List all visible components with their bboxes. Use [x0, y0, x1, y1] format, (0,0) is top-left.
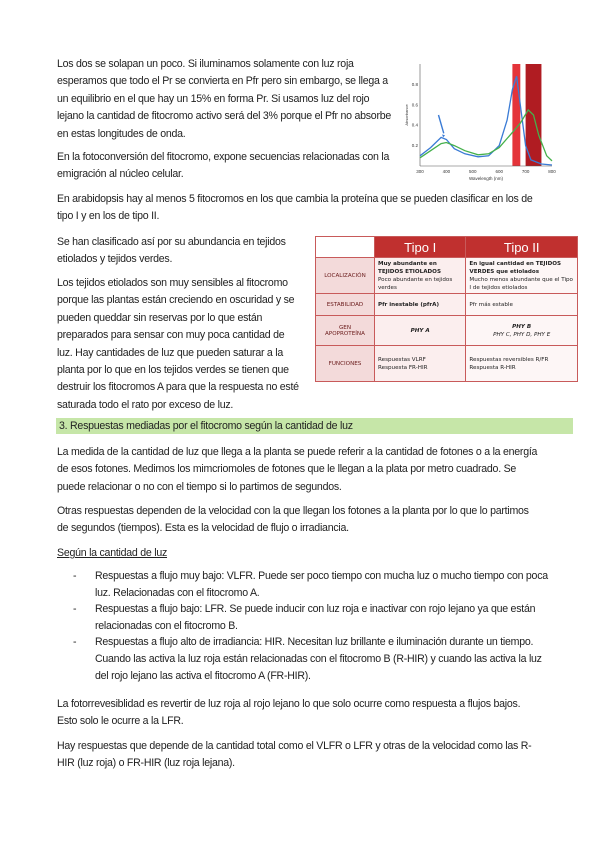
cell-text: PHY A: [410, 327, 430, 334]
list-item: [57, 568, 552, 601]
x-tick-label: 400: [442, 169, 451, 174]
x-tick-label: 800: [548, 169, 556, 174]
cell-estabilidad-tipo-ii: [466, 294, 578, 316]
paragraph-cantidad-velocidad: Hay respuestas que depende de la cantidad total como el VLFR o LFR y otras de la velocidad como las R-HIR (luz roja) o FR-HIR (luz roja lejana).: [57, 740, 532, 770]
paragraph-medida-luz: La medida de la cantidad de luz que llega a la planta se puede referir a la cantidad de fotones o a la energía de esos fotones. Medimos los mimcriomoles de fotones que le llegan a la plata por metro cuadrado. Se puede relacionar o no con el tiempo si lo partimos de segundos.: [57, 446, 538, 493]
bullet-marker: -: [73, 603, 77, 616]
y-tick-label: 0.4: [411, 122, 418, 128]
bullet-marker: -: [73, 636, 77, 649]
y-tick-label: 0.2: [411, 143, 418, 149]
cell-text: PHY B: [512, 323, 532, 330]
cell-gen-tipo-i: [375, 316, 466, 346]
cell-text: Respuesta R-HIR: [469, 364, 516, 371]
cell-text: Respuestas VLRF: [378, 356, 426, 363]
row-label-gen-apoproteina: GEN APOPROTEÍNA: [316, 316, 375, 346]
responses-list: [57, 568, 552, 684]
bullet-marker: -: [73, 570, 77, 582]
cell-text: En igual cantidad en TEJIDOS VERDES que etiolados: [469, 260, 562, 275]
paragraph-tejidos-etiolados: Los tejidos etiolados son muy sensibles al fitocromo porque las plantas están creciendo en oscuridad y se pueden queddar sin reservas por lo que están preparados para sensar con muy poca cantidad de luz. Hay cantidades de luz que pueden saturar a la planta por lo que en los tejidos verdes se tienen que destruir los fitocromos A para que la respuesta no esté saturada todo el rato por exceso de luz.: [57, 277, 299, 411]
x-tick-label: 600: [495, 169, 503, 174]
row-label-localizacion: LOCALIZACIÓN: [316, 258, 375, 294]
paragraph-velocidad-flujo: Otras respuestas dependen de la velocidad con la que llegan los fotones a la planta por lo que lo partimos de segundos (tiempos). Esta es la velocidad de flujo o irradiancia.: [57, 505, 529, 535]
cell-text: Respuesta FR-HIR: [378, 364, 428, 371]
cell-funciones-tipo-ii: [466, 346, 578, 382]
x-tick-label: 700: [521, 169, 530, 174]
table-header-tipo-ii: Tipo II: [466, 237, 578, 258]
table-header-tipo-i: Tipo I: [375, 237, 466, 258]
y-tick-label: 0.6: [411, 102, 418, 108]
list-item: [57, 601, 552, 634]
cell-text: Poco abundante en tejidos verdes: [378, 276, 453, 291]
cell-gen-tipo-ii: [466, 316, 578, 346]
y-axis-label: Absorbance: [404, 104, 409, 126]
phytochrome-types-table: [315, 236, 578, 382]
list-item-text: Respuestas a flujo alto de irradiancia: HIR. Necesitan luz brillante e iluminación durante un tiempo. Cuando las activa la luz roja están relacionadas con el fitocromo B (R-HIR) y cuando las activa la luz del rojo lejano las activa el fitocromo A (FR-HIR).: [95, 636, 542, 682]
cell-localizacion-tipo-i: [375, 258, 466, 294]
cell-text: PHY C, PHY D, PHY E: [493, 331, 551, 338]
subheading-cantidad-luz: Según la cantidad de luz: [57, 547, 168, 559]
absorbance-spectrum-chart: [402, 60, 559, 182]
row-label-funciones: FUNCIONES: [316, 346, 375, 382]
paragraph-fotoconversion: En la fotoconversión del fitocromo, expone secuencias relacionadas con la emigración al núcleo celular.: [57, 151, 390, 181]
list-item: [57, 634, 552, 684]
cell-funciones-tipo-i: [375, 346, 466, 382]
paragraph-clasificacion: Se han clasificado así por su abundancia en tejidos etiolados y tejidos verdes.: [57, 236, 286, 266]
list-item-text: Respuestas a flujo muy bajo: VLFR. Puede ser poco tiempo con mucha luz o mucho tiempo con poca luz. Relacionadas con el fitocromo A.: [95, 570, 548, 599]
x-tick-label: 300: [416, 169, 424, 174]
list-item-text: Respuestas a flujo bajo: LFR. Se puede inducir con luz roja e inactivar con rojo lejano ya que están relacionadas con el fitocromo B.: [95, 603, 536, 632]
cell-localizacion-tipo-ii: [466, 258, 578, 294]
section-heading: 3. Respuestas mediadas por el fitocromo según la cantidad de luz: [56, 418, 573, 434]
cell-text: Mucho menos abundante que el Tipo I de tejidos etiolados: [469, 276, 573, 291]
table-corner: [316, 237, 375, 258]
paragraph-arabidopsis: En arabidopsis hay al menos 5 fitocromos en los que cambia la proteína que se pueden clasificar en los de tipo I y en los de tipo II.: [57, 193, 533, 223]
paragraph-fotorreversibilidad: La fotorrevesiblidad es revertir de luz roja al rojo lejano lo que solo ocurre como respuesta a flujos bajos. Esto solo le ocurre a la LFR.: [57, 698, 521, 728]
cell-text: Pfr inestable (pfrA): [378, 301, 440, 308]
paragraph-pr-pfr-equilibrium: Los dos se solapan un poco. Si iluminamos solamente con luz roja esperamos que todo el Pr se convierta en Pfr pero sin embargo, se llega a un equilibrio en el que hay un 15% en forma Pr. Si usamos luz del rojo lejano la cantidad de fitocromo activo será del 3% porque el Pfr no absorbe en estas longitudes de onda.: [57, 58, 391, 140]
y-tick-label: 0.8: [411, 81, 418, 87]
cell-text: Muy abundante en TEJIDOS ETIOLADOS: [378, 260, 441, 275]
cell-estabilidad-tipo-i: [375, 294, 466, 316]
x-tick-label: 500: [469, 169, 477, 174]
x-axis-label: Wavelength (nm): [468, 176, 504, 181]
row-label-estabilidad: ESTABILIDAD: [316, 294, 375, 316]
cell-text: Respuestas reversibles R/FR: [469, 356, 549, 363]
cell-text: Pfr más estable: [469, 301, 513, 308]
